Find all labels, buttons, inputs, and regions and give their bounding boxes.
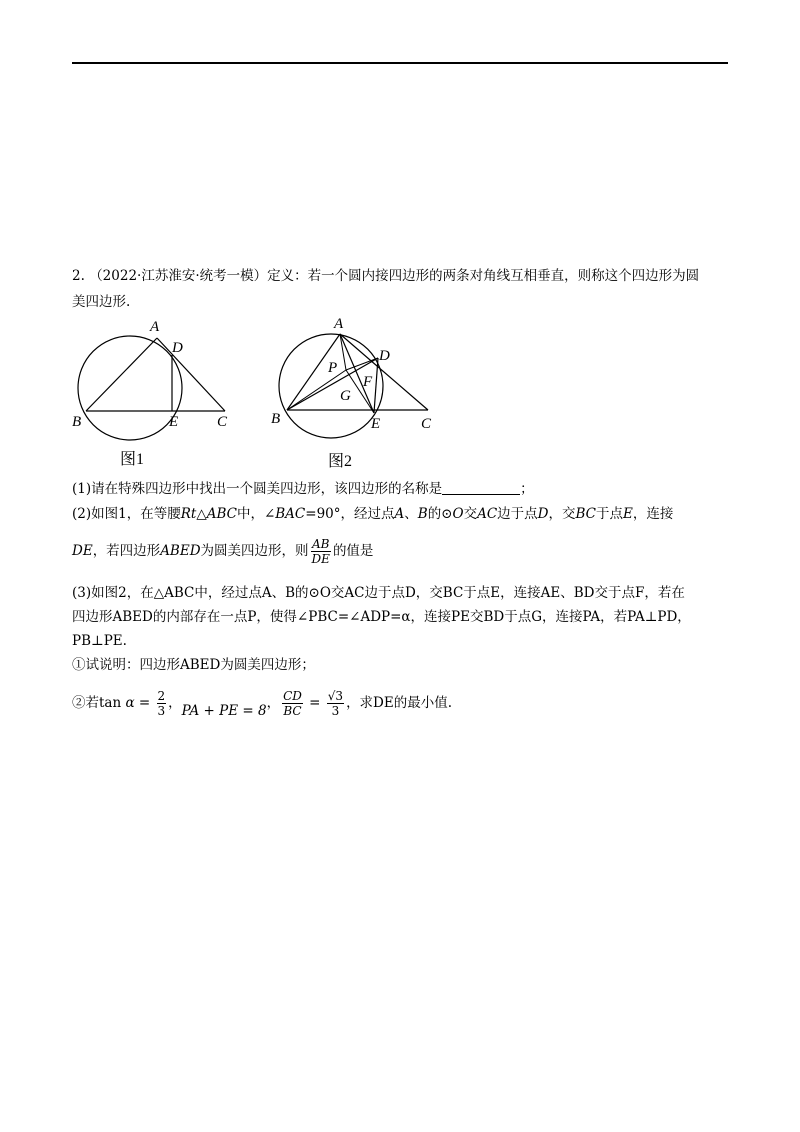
fig2-label-p: P	[328, 360, 338, 376]
fig2-label-g: G	[340, 388, 351, 404]
figure-2	[266, 314, 446, 474]
tan-fraction	[157, 689, 167, 718]
part3-text-2: 四边形ABED的内部存在一点P，使得∠PBC=∠ADP=α，连接PE交BD于点G，连接PA，若PA⊥PD，	[72, 609, 691, 625]
fig2-caption: 图2	[328, 453, 353, 470]
fig1-label-b: B	[72, 414, 82, 430]
p2-z: 的值是	[332, 543, 374, 559]
sub2-tail: ，求DE的最小值.	[346, 695, 453, 711]
p2-p: D	[537, 506, 549, 522]
p2-g: =90°，经过点	[305, 506, 395, 522]
p2-h: A	[394, 506, 405, 522]
p2-f: BAC	[275, 506, 306, 522]
definition-text-cont: 美四边形.	[72, 294, 131, 310]
sum-expression: PA + PE = 8	[181, 703, 267, 719]
p2-n: AC	[477, 506, 498, 522]
sub1-text: ①试说明：四边形ABED为圆美四边形；	[72, 657, 315, 673]
p2-d: ABC	[206, 506, 237, 522]
sub-question-1	[72, 655, 315, 675]
frac-num: AB	[312, 537, 330, 551]
p2-v: DE	[72, 543, 93, 559]
part-1	[72, 479, 534, 499]
tan-label: tan	[99, 695, 122, 711]
fig1-caption: 图1	[120, 451, 145, 468]
problem-intro-line2	[72, 292, 130, 312]
p2-m: 交	[463, 506, 478, 522]
p2-e: 中，∠	[236, 506, 276, 522]
p2-k: 的⊙	[427, 506, 453, 522]
p2-c: △	[196, 506, 207, 522]
sqrt-den: 3	[331, 704, 340, 718]
p2-a: (2)如图1，在等腰	[72, 506, 181, 522]
sqrt3-over-3-fraction	[327, 689, 344, 718]
p2-t: E	[623, 506, 633, 522]
p2-o: 边于点	[497, 506, 538, 522]
equals: =	[134, 695, 155, 711]
fig2-label-e: E	[371, 416, 381, 432]
p2-w: ，若四边形	[92, 543, 161, 559]
problem-source: （2022·江苏淮安·统考一模）	[89, 268, 268, 284]
fig2-label-c: C	[421, 416, 432, 432]
part-3-line3	[72, 631, 127, 651]
frac-den: DE	[311, 552, 330, 566]
p2-j: B	[417, 506, 428, 522]
cd-over-bc-fraction	[282, 689, 303, 718]
cd-den: BC	[283, 704, 302, 718]
p2-u: ，连接	[632, 506, 674, 522]
part-2-cont	[72, 536, 373, 566]
comma-2: ，	[266, 695, 281, 711]
alpha-symbol: α	[125, 695, 135, 711]
part-3-line2	[72, 607, 691, 627]
p2-l: O	[452, 506, 464, 522]
p2-x: ABED	[160, 543, 201, 559]
p2-s: 于点	[596, 506, 624, 522]
part-3-line1	[72, 583, 685, 603]
part-2	[72, 504, 673, 524]
p2-q: ，交	[548, 506, 576, 522]
p2-b: Rt	[180, 506, 197, 522]
sub2-prefix: ②若	[72, 695, 99, 711]
fig2-label-d: D	[379, 348, 390, 364]
figure-1	[66, 318, 246, 473]
tan-num: 2	[157, 689, 166, 703]
tan-den: 3	[157, 704, 166, 718]
sub-question-2	[72, 684, 452, 730]
fig2-label-a: A	[334, 316, 344, 332]
part1-end: ；	[520, 481, 534, 497]
p2-r: BC	[575, 506, 597, 522]
answer-blank[interactable]	[442, 480, 520, 495]
fig1-label-c: C	[217, 414, 228, 430]
fig1-label-e: E	[169, 414, 179, 430]
fig2-label-b: B	[271, 411, 281, 427]
part3-text-3: PB⊥PE.	[72, 633, 127, 649]
fig1-label-a: A	[150, 319, 160, 335]
comma-1: ，	[168, 695, 182, 711]
definition-text: 定义：若一个圆内接四边形的两条对角线互相垂直，则称这个四边形为圆	[267, 268, 700, 284]
header-rule	[72, 62, 728, 64]
part3-text-1: (3)如图2，在△ABC中，经过点A、B的⊙O交AC边于点D，交BC于点E，连接AE、BD交于点F，若在	[72, 585, 685, 601]
cd-num: CD	[283, 689, 302, 703]
problem-intro-line1	[72, 266, 699, 286]
equals-2: =	[304, 695, 325, 711]
part1-text: (1)请在特殊四边形中找出一个圆美四边形，该四边形的名称是	[72, 481, 443, 497]
fig2-label-f: F	[363, 374, 373, 390]
problem-number: 2.	[72, 268, 85, 284]
p2-y: 为圆美四边形，则	[200, 543, 309, 559]
ab-over-de-fraction	[311, 537, 331, 566]
sqrt-num: √3	[327, 689, 344, 703]
p2-i: 、	[404, 506, 418, 522]
fig1-label-d: D	[172, 340, 183, 356]
